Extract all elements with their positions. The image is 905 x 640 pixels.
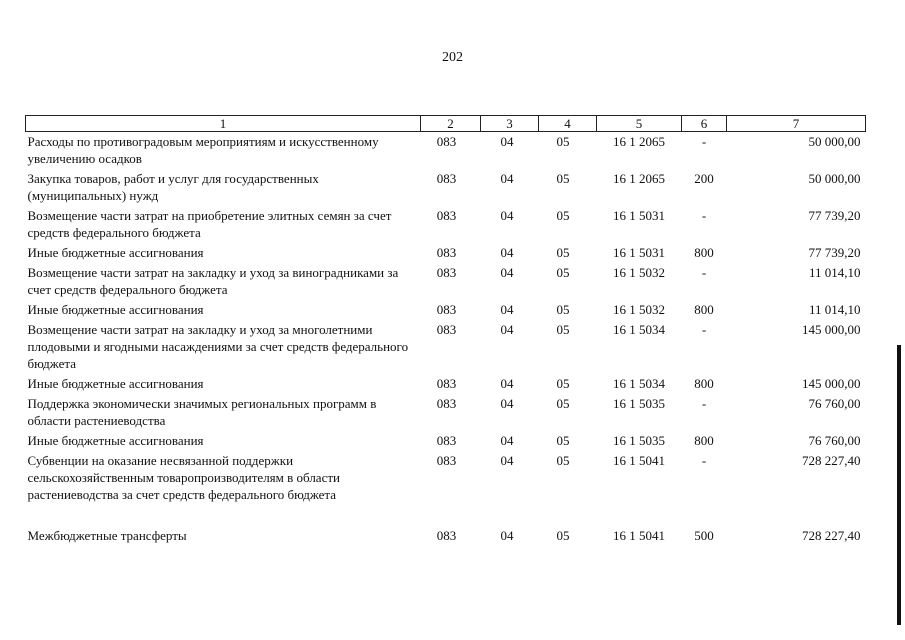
row-col-2: 083 xyxy=(436,171,457,186)
row-col-2: 083 xyxy=(436,322,457,337)
budget-table xyxy=(25,115,866,546)
row-col-3: 04 xyxy=(500,322,514,337)
row-description: Возмещение части затрат на закладку и уход за виноградниками за счет средств федерального бюджета xyxy=(27,265,399,297)
row-amount: 77 739,20 xyxy=(808,208,861,223)
row-col-5: 16 1 5041 xyxy=(613,453,665,468)
row-amount: 11 014,10 xyxy=(808,265,861,280)
row-col-2: 083 xyxy=(436,245,457,260)
page-number: 202 xyxy=(442,50,463,65)
row-col-2: 083 xyxy=(436,302,457,317)
table-row xyxy=(26,263,866,300)
table-row xyxy=(26,169,866,206)
row-col-6: - xyxy=(701,134,707,149)
table-row xyxy=(26,320,866,374)
row-col-6: - xyxy=(701,396,707,411)
row-description: Межбюджетные трансферты xyxy=(27,528,187,543)
row-description: Иные бюджетные ассигнования xyxy=(27,376,204,391)
row-amount: 77 739,20 xyxy=(808,245,861,260)
table-row xyxy=(26,505,866,546)
row-description: Закупка товаров, работ и услуг для государственных (муниципальных) нужд xyxy=(27,171,319,203)
header-col-2: 2 xyxy=(421,116,481,132)
row-col-5: 16 1 5032 xyxy=(613,265,665,280)
header-col-1: 1 xyxy=(26,116,421,132)
row-description: Расходы по противоградовым мероприятиям и искусственному увеличению осадков xyxy=(27,134,379,166)
row-col-4: 05 xyxy=(556,528,570,543)
row-amount: 76 760,00 xyxy=(808,433,861,448)
row-col-5: 16 1 5031 xyxy=(613,208,665,223)
row-col-4: 05 xyxy=(556,265,570,280)
row-col-6: - xyxy=(701,322,707,337)
row-col-3: 04 xyxy=(500,528,514,543)
row-amount: 50 000,00 xyxy=(808,134,861,149)
row-col-5: 16 1 5041 xyxy=(613,528,665,543)
row-col-5: 16 1 5031 xyxy=(613,245,665,260)
row-col-2: 083 xyxy=(436,433,457,448)
row-col-6: 800 xyxy=(694,245,714,260)
table-row xyxy=(26,132,866,170)
table-row xyxy=(26,394,866,431)
header-col-4: 4 xyxy=(539,116,597,132)
row-col-4: 05 xyxy=(556,322,570,337)
row-col-3: 04 xyxy=(500,453,514,468)
row-col-5: 16 1 5034 xyxy=(613,376,665,391)
row-col-4: 05 xyxy=(556,376,570,391)
table-row xyxy=(26,300,866,320)
row-col-4: 05 xyxy=(556,302,570,317)
header-col-5: 5 xyxy=(597,116,682,132)
row-col-3: 04 xyxy=(500,433,514,448)
row-col-2: 083 xyxy=(436,528,457,543)
row-description: Поддержка экономически значимых региональных программ в области растениеводства xyxy=(27,396,377,428)
row-col-6: 500 xyxy=(694,528,714,543)
row-col-2: 083 xyxy=(436,208,457,223)
row-col-3: 04 xyxy=(500,376,514,391)
row-col-2: 083 xyxy=(436,376,457,391)
row-col-4: 05 xyxy=(556,208,570,223)
row-col-3: 04 xyxy=(500,245,514,260)
row-col-2: 083 xyxy=(436,265,457,280)
row-col-3: 04 xyxy=(500,208,514,223)
row-col-4: 05 xyxy=(556,433,570,448)
row-col-5: 16 1 5034 xyxy=(613,322,665,337)
row-col-3: 04 xyxy=(500,134,514,149)
row-col-6: - xyxy=(701,265,707,280)
row-col-5: 16 1 2065 xyxy=(613,134,665,149)
table-row xyxy=(26,243,866,263)
table-row xyxy=(26,431,866,451)
row-col-2: 083 xyxy=(436,134,457,149)
row-description: Возмещение части затрат на закладку и уход за многолетними плодовыми и ягодными насаждениями за счет средств федерального бюджета xyxy=(27,322,409,371)
row-col-6: - xyxy=(701,208,707,223)
table-row xyxy=(26,451,866,505)
row-amount: 145 000,00 xyxy=(802,322,861,337)
row-col-6: 800 xyxy=(694,302,714,317)
row-col-3: 04 xyxy=(500,171,514,186)
row-col-5: 16 1 5032 xyxy=(613,302,665,317)
row-amount: 728 227,40 xyxy=(802,528,861,543)
row-description: Иные бюджетные ассигнования xyxy=(27,302,204,317)
header-row xyxy=(26,116,866,132)
row-col-4: 05 xyxy=(556,171,570,186)
header-col-3: 3 xyxy=(481,116,539,132)
row-description: Иные бюджетные ассигнования xyxy=(27,245,204,260)
row-col-5: 16 1 5035 xyxy=(613,396,665,411)
row-col-6: 200 xyxy=(694,171,714,186)
header-col-7: 7 xyxy=(727,116,866,132)
row-col-3: 04 xyxy=(500,396,514,411)
row-col-4: 05 xyxy=(556,245,570,260)
row-col-5: 16 1 5035 xyxy=(613,433,665,448)
row-col-4: 05 xyxy=(556,134,570,149)
row-col-6: 800 xyxy=(694,376,714,391)
row-col-2: 083 xyxy=(436,453,457,468)
row-amount: 50 000,00 xyxy=(808,171,861,186)
scan-edge-bar xyxy=(897,345,901,625)
table-header xyxy=(26,116,866,132)
row-col-6: 800 xyxy=(694,433,714,448)
row-col-3: 04 xyxy=(500,265,514,280)
table-row xyxy=(26,374,866,394)
row-col-4: 05 xyxy=(556,396,570,411)
table-row xyxy=(26,206,866,243)
row-col-4: 05 xyxy=(556,453,570,468)
row-amount: 728 227,40 xyxy=(802,453,861,468)
row-description: Субвенции на оказание несвязанной поддержки сельскохозяйственным товаропроизводителям в области растениеводства за счет средств федерального бюджета xyxy=(27,453,340,502)
row-amount: 145 000,00 xyxy=(802,376,861,391)
header-col-6: 6 xyxy=(682,116,727,132)
row-col-6: - xyxy=(701,453,707,468)
table-body xyxy=(26,132,866,547)
row-col-3: 04 xyxy=(500,302,514,317)
row-amount: 11 014,10 xyxy=(808,302,861,317)
row-description: Иные бюджетные ассигнования xyxy=(27,433,204,448)
row-col-2: 083 xyxy=(436,396,457,411)
row-description: Возмещение части затрат на приобретение элитных семян за счет средств федерального бюджета xyxy=(27,208,392,240)
row-amount: 76 760,00 xyxy=(808,396,861,411)
row-col-5: 16 1 2065 xyxy=(613,171,665,186)
